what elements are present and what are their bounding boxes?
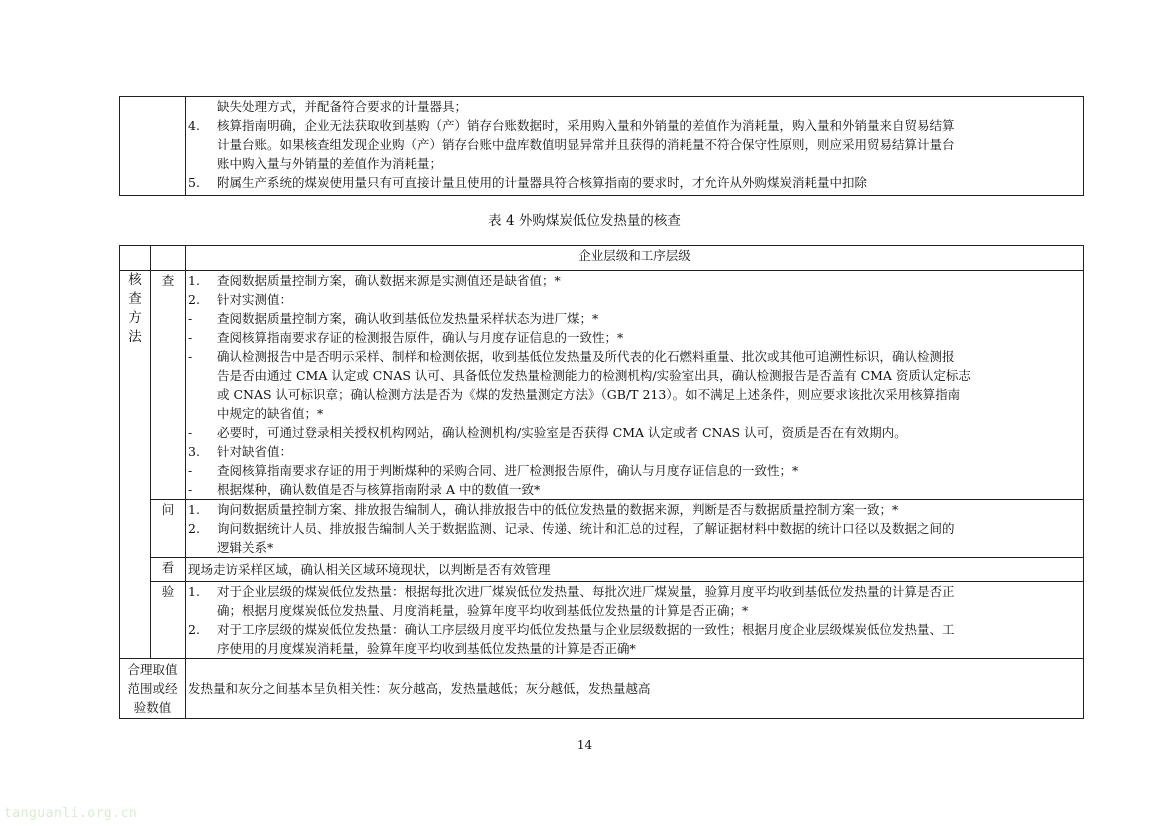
list-item [188,154,1081,173]
table-3-tail [119,96,1084,196]
table-3-empty-cell [120,97,186,196]
list-item [188,500,1081,519]
list-marker: - [188,463,193,478]
check-lines [188,271,1081,499]
list-marker: - [188,330,193,345]
table-3-lines [188,97,1081,192]
list-marker: - [188,349,193,364]
list-text: 缺失处理方式，并配备符合要求的计量器具； [217,99,468,114]
list-item [188,461,1081,480]
range-label-line-2: 范围或经 [127,681,178,696]
check-content [186,271,1084,500]
list-item [188,582,1081,601]
list-text: 告是否由通过 CMA 认定或 CNAS 认可、具备低位发热量检测能力的检测机构/实验室出具，确认检测报告是否盖有 CMA 资质认定标志 [217,368,971,383]
list-item [188,620,1081,639]
list-marker: - [188,311,193,326]
list-marker [188,97,217,116]
list-item [188,519,1081,538]
list-text: 针对缺省值： [217,444,293,459]
list-item [188,385,1081,404]
list-marker [188,601,217,620]
list-item [188,480,1081,499]
list-item [188,601,1081,620]
list-marker: 3. [188,444,200,459]
list-text: 询问数据统计人员、排放报告编制人关于数据监测、记录、传递、统计和汇总的过程，了解证据材料中数据的统计口径以及数据之间的 [217,521,955,536]
verify-label: 验 [151,582,186,659]
list-item [188,309,1081,328]
list-item [188,271,1081,290]
method-label: 核查方法 [128,272,142,345]
list-text: 根据煤种，确认数值是否与核算指南附录 A 中的数值一致* [217,482,541,497]
list-marker: - [188,425,193,440]
list-text: 中规定的缺省值；* [217,406,324,421]
list-marker [188,366,217,385]
list-text: 附属生产系统的煤炭使用量只有可直接计量且使用的计量器具符合核算指南的要求时，才允许从外购煤炭消耗量中扣除 [217,175,868,190]
list-item [188,116,1081,135]
list-item [188,404,1081,423]
list-item [188,423,1081,442]
look-content: 现场走访采样区域，确认相关区域环境现状，以判断是否有效管理 [186,558,1084,582]
list-text: 序使用的月度煤炭消耗量，验算年度平均收到基低位发热量的计算是否正确* [217,641,636,656]
list-text: 询问数据质量控制方案、排放报告编制人，确认排放报告中的低位发热量的数据来源，判断是否与数据质量控制方案一致；* [217,502,899,517]
list-text: 确认检测报告中是否明示采样、制样和检测依据，收到基低位发热量及所代表的化石燃料重量、批次或其他可追溯性标识，确认检测报 [217,349,955,364]
list-text: 对于企业层级的煤炭低位发热量：根据每批次进厂煤炭低位发热量、每批次进厂煤炭量，验算月度平均收到基低位发热量的计算是否正 [217,584,955,599]
list-item [188,639,1081,658]
list-marker: - [188,482,193,497]
list-marker: 2. [188,622,200,637]
ask-lines [188,500,1081,557]
list-text: 计量台账。如果核查组发现企业购（产）销存台账中盘库数值明显异常并且获得的消耗量不符合保守性原则，则应采用贸易结算计量台 [217,137,955,152]
range-label-cell [120,659,186,719]
method-label-cell [120,271,151,659]
list-text: 或 CNAS 认可标识章；确认检测方法是否为《煤的发热量测定方法》（GB/T 213）。如不满足上述条件，则应要求该批次采用核算指南 [217,387,961,402]
table-4 [119,245,1084,719]
table-4-header: 企业层级和工序层级 [186,246,1084,271]
range-label-line-3: 验数值 [133,700,172,715]
list-marker: 1. [188,502,200,517]
list-text: 查阅数据质量控制方案，确认数据来源是实测值还是缺省值；* [217,273,561,288]
list-marker [188,404,217,423]
page-number: 14 [576,738,593,752]
watermark: tanguanli.org.cn [4,806,138,821]
list-item [188,366,1081,385]
list-marker: 5. [188,175,200,190]
list-item [188,442,1081,461]
verify-lines [188,582,1081,658]
list-marker: 1. [188,584,200,599]
table-3-content-cell [186,97,1084,196]
list-text: 查阅核算指南要求存证的检测报告原件，确认与月度存证信息的一致性；* [217,330,624,345]
ask-content [186,500,1084,558]
list-text: 核算指南明确，企业无法获取收到基购（产）销存台账数据时，采用购入量和外销量的差值作为消耗量，购入量和外销量来自贸易结算 [217,118,955,133]
list-marker: 2. [188,292,200,307]
list-marker: 2. [188,521,200,536]
list-marker [188,154,217,173]
list-marker [188,385,217,404]
check-label: 查 [151,271,186,500]
list-text: 账中购入量与外销量的差值作为消耗量； [217,156,443,171]
list-item [188,347,1081,366]
look-label: 看 [151,558,186,582]
list-marker: 1. [188,273,200,288]
list-text: 逻辑关系* [217,540,274,555]
table-4-caption: 表 4 外购煤炭低位发热量的核查 [488,213,681,229]
list-marker [188,135,217,154]
header-empty-cell-2 [151,246,186,271]
list-text: 针对实测值： [217,292,293,307]
list-marker [188,639,217,658]
list-text: 确；根据月度煤炭低位发热量、月度消耗量，验算年度平均收到基低位发热量的计算是否正确；* [217,603,749,618]
list-item [188,97,1081,116]
range-label-line-1: 合理取值 [127,662,178,677]
list-item [188,538,1081,557]
list-text: 对于工序层级的煤炭低位发热量：确认工序层级月度平均低位发热量与企业层级数据的一致性；根据月度企业层级煤炭低位发热量、工 [217,622,955,637]
list-text: 必要时，可通过登录相关授权机构网站，确认检测机构/实验室是否获得 CMA 认定或者 CNAS 认可，资质是否在有效期内。 [217,425,907,440]
list-text: 查阅核算指南要求存证的用于判断煤种的采购合同、进厂检测报告原件，确认与月度存证信息的一致性；* [217,463,799,478]
header-empty-cell-1 [120,246,151,271]
list-text: 查阅数据质量控制方案，确认收到基低位发热量采样状态为进厂煤；* [217,311,599,326]
list-marker [188,538,217,557]
list-item [188,173,1081,192]
list-item [188,328,1081,347]
list-item [188,290,1081,309]
verify-content [186,582,1084,659]
ask-label: 问 [151,500,186,558]
range-content: 发热量和灰分之间基本呈负相关性：灰分越高，发热量越低；灰分越低，发热量越高 [186,659,1084,719]
list-marker: 4. [188,118,200,133]
list-item [188,135,1081,154]
